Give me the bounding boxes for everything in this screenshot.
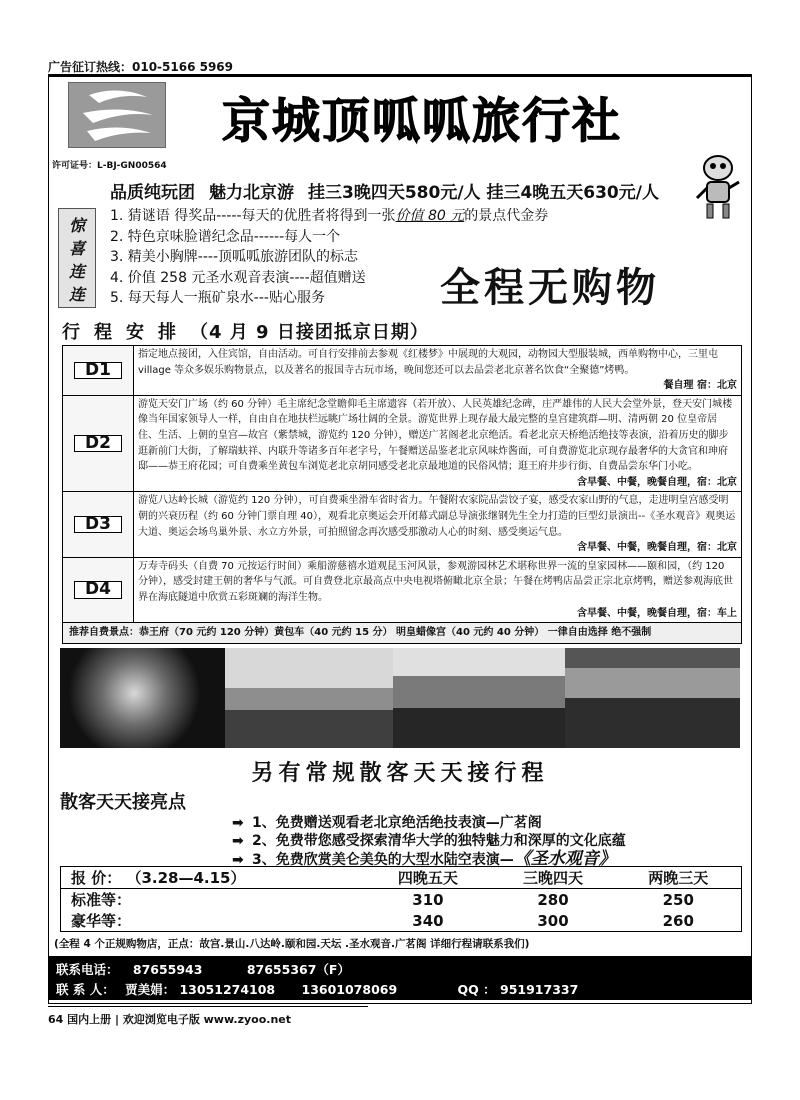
surprise-char: 连 — [68, 285, 85, 304]
price-value: 340 — [412, 911, 444, 930]
daily-tours-banner: 另有常规散客天天接行程 — [251, 761, 549, 786]
agency-name: 京城顶呱呱旅行社 — [222, 93, 623, 149]
photo-forbidden-city — [565, 648, 740, 748]
price-header-row — [61, 867, 742, 889]
price-table — [60, 866, 742, 932]
schedule-title — [62, 318, 429, 344]
price-label: 报 价： （3.28—4.15） — [61, 867, 366, 889]
day-detail: 指定地点接团，入住宾馆，自由活动。可自行安排前去参观《红楼梦》中展现的大观园，动物园大型服装城，西单购物中心，三里屯 village 等众多娱乐购物景点，以及著名的报国寺古玩市场，晚间您还可以去品尝老北京著名饮食“全聚德”烤鸭。 餐自理 宿：北京 — [134, 346, 742, 396]
surprise-char: 连 — [68, 262, 85, 281]
arrow-right-icon: ➡ — [232, 833, 244, 849]
table-row — [63, 395, 742, 492]
surprise-badge — [58, 208, 96, 308]
tier-name: 豪华等： — [71, 912, 132, 930]
price-value: 260 — [662, 911, 694, 930]
list-item: ➡ 1、免费赠送观看老北京绝活绝技表演—广茗阁 — [232, 815, 542, 831]
meals-info: 含早餐、中餐，晚餐自理，宿：北京 — [577, 476, 737, 488]
recommended-row — [63, 623, 742, 644]
footer: 64 国内上册 | 欢迎浏览电子版 www.zyoo.net — [48, 1013, 292, 1026]
price-value: 300 — [537, 911, 569, 930]
tagline-part1: 品质纯玩团 — [110, 183, 195, 203]
column-header: 两晚三天 — [616, 867, 742, 889]
schedule-subtitle: （4 月 9 日接团抵京日期） — [190, 322, 429, 343]
agency-logo — [68, 82, 166, 148]
robot-mascot-icon — [693, 152, 743, 222]
list-item: 3. 精美小胸牌----顶呱呱旅游团队的标志 — [110, 249, 359, 266]
no-shopping-slogan: 全程无购物 — [440, 264, 660, 311]
fax-number: 87655367（F） — [246, 962, 350, 977]
surprise-char: 喜 — [68, 239, 85, 258]
photo-strip — [60, 648, 740, 748]
price-value: 310 — [412, 890, 444, 909]
qq-label: QQ ： — [457, 982, 496, 997]
table-row — [61, 889, 742, 911]
voucher-value: 价值 80 元 — [395, 208, 465, 224]
list-item: 5. 每天每人一瓶矿泉水---贴心服务 — [110, 290, 325, 307]
column-header: 四晚五天 — [365, 867, 490, 889]
surprise-char: 惊 — [68, 216, 85, 235]
meals-info: 含早餐、中餐，晚餐自理，宿：北京 — [577, 542, 737, 554]
schedule-heading: 行程安排 — [62, 322, 190, 343]
daily-highlights-list — [232, 814, 626, 869]
price-value: 280 — [537, 890, 569, 909]
list-item: ➡ 3、免费欣赏美仑美奂的大型水陆空表演—《圣水观音》 — [232, 849, 616, 869]
day-label: D4 — [74, 581, 122, 599]
recommended-attractions: 推荐自费景点：恭王府（70 元约 120 分钟）黄包车（40 元约 15 分） 明皇蜡像宫（40 元约 40 分钟） 一律自由选择 绝不强制 — [63, 623, 742, 644]
license-number: 许可证号：L-BJ-GN00564 — [52, 161, 167, 171]
itinerary-table — [62, 345, 742, 644]
tagline — [110, 178, 659, 203]
arrow-right-icon: ➡ — [232, 852, 244, 868]
table-row — [63, 346, 742, 396]
contact-bar — [48, 956, 752, 1000]
ad-hotline: 广告征订热线：010-5166 5969 — [48, 60, 234, 74]
list-item: 4. 价值 258 元圣水观音表演----超值赠送 — [110, 269, 366, 286]
daily-highlights-title: 散客天天接亮点 — [60, 792, 186, 813]
column-header: 三晚四天 — [490, 867, 615, 889]
contact-person: 贾美娟： — [125, 982, 176, 997]
tagline-part2: 魅力北京游 — [209, 183, 294, 203]
day-detail: 万寿寺码头（自费 70 元按运行时间）乘船游慈禧水道观昆玉河风景，参观游园林艺术堪称世界一流的皇家园林——颐和园，（约 120 分钟），感受封建王朝的奢华与气派。可自费登北京最高点中央电视塔俯瞰北京全景；午餐在烤鸭店品尝正宗北京烤鸭，赠送参观海底世界在海底隧道中欣赏五彩斑斓的海洋生物。 含早餐、中餐，晚餐自理，宿：车上 — [134, 557, 742, 622]
shopping-note: (全程 4 个正规购物店，正点：故宫.景山.八达岭.颐和园.天坛 .圣水观音.广茗阁 详细行程请联系我们) — [54, 938, 530, 950]
footer-rule — [48, 1006, 368, 1007]
mobile-number: 13051274108 — [179, 982, 276, 997]
price-period: （3.28—4.15） — [126, 869, 246, 887]
list-item: ➡ 2、免费带您感受探索清华大学的独特魅力和深厚的文化底蕴 — [232, 833, 626, 849]
meals-info: 餐自理 宿：北京 — [663, 380, 737, 392]
phone-number: 87655943 — [132, 962, 203, 977]
table-row — [63, 492, 742, 557]
list-item: 2. 特色京味脸谱纪念品------每人一个 — [110, 228, 341, 245]
tier-name: 标准等： — [71, 891, 132, 909]
photo-garden-sculpture — [60, 648, 225, 748]
day-detail: 游览八达岭长城（游览约 120 分钟），可自费乘坐滑车省时省力。午餐附农家院品尝饺子宴，感受农家山野的气息，走进明皇宫感受明朝的兴衰历程（约 60 分钟门票自理 40），观看北京奥运会开闭幕式副总导演张继钢先生全力打造的巨型幻景演出--《圣水观音》观奥运大道、奥运会场鸟巢外景、水立方外景，可拍照留念再次感受那激动人心的时刻、感受奥运气息。 含早餐、中餐，晚餐自理，宿：北京 — [134, 492, 742, 557]
contact-person-row: 联 系 人： 贾美娟： 13051274108 13601078069 QQ ： 951917337 — [56, 982, 579, 997]
meals-info: 含早餐、中餐，晚餐自理，宿：车上 — [577, 607, 737, 619]
photo-summer-palace — [393, 648, 565, 748]
table-row — [61, 910, 742, 932]
day-detail: 游览天安门广场（约 60 分钟）毛主席纪念堂瞻仰毛主席遗容（若开放）、人民英雄纪念碑，庄严雄伟的人民大会堂外景，登天安门城楼像当年国家领导人一样，自由自在地扶栏远眺广场壮阔的全景。游览世界上现存最大最完整的皇宫建筑群—明、清两朝 20 位皇帝居住、生活、上朝的皇宫—故宫（紫禁城，游览约 120 分钟），赠送广茗阁老北京绝活。看老北京天桥绝活绝技等表演，沿着历史的脚步逛新前门大街，了解瑞蚨祥、内联升等诸多百年老字号，午餐赠送品鉴老北京风味炸酱面，可自费游览北京现存最奢华的大贪官和珅府邸——恭王府花园；可自费乘坐黄包车浏览老北京胡同感受老北京最地道的民俗风情；逛王府井步行街、自费品尝东华门小吃。 含早餐、中餐，晚餐自理，宿：北京 — [134, 395, 742, 492]
day-label: D1 — [74, 362, 122, 380]
tagline-part3: 挂三3晚四天580元/人 挂三4晚五天630元/人 — [308, 183, 659, 203]
contact-phone-row: 联系电话： 87655943 87655367（F） — [56, 962, 350, 977]
show-name: 《圣水观音》 — [513, 849, 616, 869]
table-row — [63, 557, 742, 622]
arrow-right-icon: ➡ — [232, 815, 244, 831]
mobile-number: 13601078069 — [301, 982, 398, 997]
photo-great-wall — [225, 648, 393, 748]
day-label: D2 — [74, 435, 122, 453]
qq-number: 951917337 — [500, 982, 579, 997]
list-item: 1. 猜谜语 得奖品-----每天的优胜者将得到一张价值 80 元的景点代金券 — [110, 208, 549, 224]
price-value: 250 — [662, 890, 694, 909]
day-label: D3 — [74, 516, 122, 534]
